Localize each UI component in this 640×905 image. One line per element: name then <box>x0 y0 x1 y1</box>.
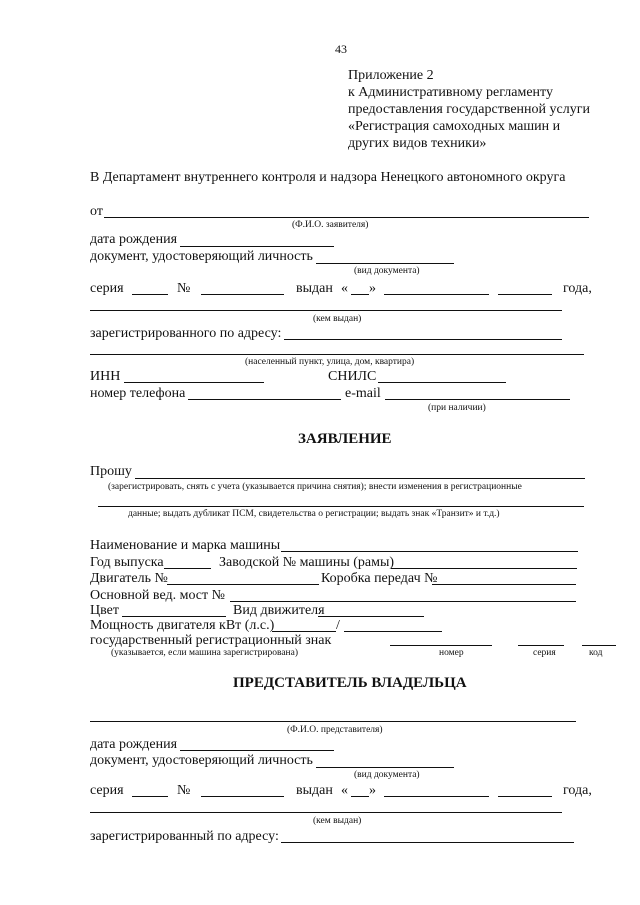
reg-sign-label: государственный регистрационный знак <box>90 633 332 648</box>
representative-series-label: серия <box>90 783 124 798</box>
email-label: e-mail <box>345 386 381 401</box>
applicant-number-line[interactable] <box>201 294 284 295</box>
gearbox-line[interactable] <box>432 584 576 585</box>
gearbox-label: Коробка передач № <box>321 571 438 586</box>
email-line[interactable] <box>385 399 570 400</box>
representative-month-line[interactable] <box>384 796 489 797</box>
reg-sign-code-line[interactable] <box>582 645 616 646</box>
applicant-number-label: № <box>177 281 191 296</box>
applicant-dob-label: дата рождения <box>90 232 178 247</box>
representative-issued-label: выдан <box>296 783 333 798</box>
from-label: от <box>90 204 103 219</box>
representative-dob-label: дата рождения <box>90 737 178 752</box>
request-caption-1: (зарегистрировать, снять с учета (указывается причина снятия); внести изменения в регистрационные <box>108 482 522 492</box>
inn-label: ИНН <box>90 369 121 384</box>
representative-title: ПРЕДСТАВИТЕЛЬ ВЛАДЕЛЬЦА <box>233 675 467 691</box>
applicant-address-line-2[interactable] <box>90 354 584 355</box>
applicant-quote-open: « <box>341 281 348 296</box>
applicant-quote-close: » <box>369 281 376 296</box>
power-kw-line[interactable] <box>272 631 336 632</box>
propulsion-line[interactable] <box>318 616 424 617</box>
applicant-issued-label: выдан <box>296 281 333 296</box>
reg-sign-caption: (указывается, если машина зарегистрирована) <box>111 648 299 658</box>
statement-title: ЗАЯВЛЕНИЕ <box>298 431 392 447</box>
phone-label: номер телефона <box>90 386 186 401</box>
request-line-2[interactable] <box>98 506 584 507</box>
applicant-year-label: года, <box>563 281 592 296</box>
applicant-issued-by-line[interactable] <box>90 310 562 311</box>
representative-year-label: года, <box>563 783 592 798</box>
reg-sign-number-caption: номер <box>439 648 464 658</box>
year-label: Год выпуска <box>90 555 164 570</box>
factory-no-label: Заводской № машины (рамы) <box>219 555 395 570</box>
applicant-fio-line[interactable] <box>104 217 589 218</box>
snils-line[interactable] <box>378 382 506 383</box>
representative-day-line[interactable] <box>351 796 369 797</box>
applicant-doc-type-caption: (вид документа) <box>354 266 420 276</box>
representative-address-line[interactable] <box>281 842 574 843</box>
inn-line[interactable] <box>124 382 264 383</box>
request-line-1[interactable] <box>135 478 585 479</box>
appendix-line-5: других видов техники» <box>348 136 487 151</box>
applicant-year-line[interactable] <box>498 294 552 295</box>
power-hp-line[interactable] <box>344 631 442 632</box>
representative-quote-open: « <box>341 783 348 798</box>
representative-fio-caption: (Ф.И.О. представителя) <box>287 725 383 735</box>
appendix-line-3: предоставления государственной услуги <box>348 102 590 117</box>
reg-sign-code-caption: код <box>589 648 603 658</box>
reg-sign-series-caption: серия <box>533 648 556 658</box>
color-label: Цвет <box>90 603 119 618</box>
appendix-line-4: «Регистрация самоходных машин и <box>348 119 561 134</box>
representative-dob-line[interactable] <box>180 750 334 751</box>
applicant-issued-by-caption: (кем выдан) <box>313 314 362 324</box>
snils-label: СНИЛС <box>328 369 377 384</box>
machine-name-line[interactable] <box>281 551 578 552</box>
phone-line[interactable] <box>188 399 341 400</box>
applicant-address-line-1[interactable] <box>284 339 562 340</box>
factory-no-line[interactable] <box>391 568 577 569</box>
applicant-series-label: серия <box>90 281 124 296</box>
representative-registered-label: зарегистрированный по адресу: <box>90 829 279 844</box>
representative-quote-close: » <box>369 783 376 798</box>
applicant-month-line[interactable] <box>384 294 489 295</box>
engine-label: Двигатель № <box>90 571 168 586</box>
applicant-dob-line[interactable] <box>180 246 334 247</box>
applicant-doc-type-line[interactable] <box>316 263 454 264</box>
engine-line[interactable] <box>167 584 319 585</box>
request-label: Прошу <box>90 464 132 479</box>
power-label: Мощность двигателя кВт (л.с.) <box>90 618 275 633</box>
addressee: В Департамент внутреннего контроля и надзора Ненецкого автономного округа <box>90 170 566 185</box>
representative-number-line[interactable] <box>201 796 284 797</box>
representative-year-line[interactable] <box>498 796 552 797</box>
reg-sign-series-line[interactable] <box>518 645 564 646</box>
email-if-any-caption: (при наличии) <box>428 403 486 413</box>
appendix-line-2: к Административному регламенту <box>348 85 553 100</box>
representative-id-doc-label: документ, удостоверяющий личность <box>90 753 313 768</box>
applicant-id-doc-label: документ, удостоверяющий личность <box>90 249 313 264</box>
representative-issued-by-line[interactable] <box>90 812 562 813</box>
axle-line[interactable] <box>230 601 576 602</box>
reg-sign-number-line[interactable] <box>390 645 492 646</box>
page-number: 43 <box>335 42 347 56</box>
representative-fio-line[interactable] <box>90 721 576 722</box>
applicant-address-caption: (населенный пункт, улица, дом, квартира) <box>245 357 415 367</box>
applicant-registered-label: зарегистрированного по адресу: <box>90 326 282 341</box>
propulsion-label: Вид движителя <box>233 603 325 618</box>
year-line[interactable] <box>164 568 211 569</box>
representative-doc-type-line[interactable] <box>316 767 454 768</box>
machine-name-label: Наименование и марка машины <box>90 538 281 553</box>
representative-series-line[interactable] <box>132 796 168 797</box>
axle-label: Основной вед. мост № <box>90 588 225 603</box>
applicant-day-line[interactable] <box>351 294 369 295</box>
applicant-fio-caption: (Ф.И.О. заявителя) <box>292 220 369 230</box>
request-caption-2: данные; выдать дубликат ПСМ, свидетельства о регистрации; выдать знак «Транзит» и т.д.) <box>128 509 500 519</box>
applicant-series-line[interactable] <box>132 294 168 295</box>
representative-number-label: № <box>177 783 191 798</box>
appendix-line-1: Приложение 2 <box>348 68 434 83</box>
representative-issued-by-caption: (кем выдан) <box>313 816 362 826</box>
color-line[interactable] <box>122 616 226 617</box>
power-separator: / <box>336 618 340 633</box>
representative-doc-type-caption: (вид документа) <box>354 770 420 780</box>
